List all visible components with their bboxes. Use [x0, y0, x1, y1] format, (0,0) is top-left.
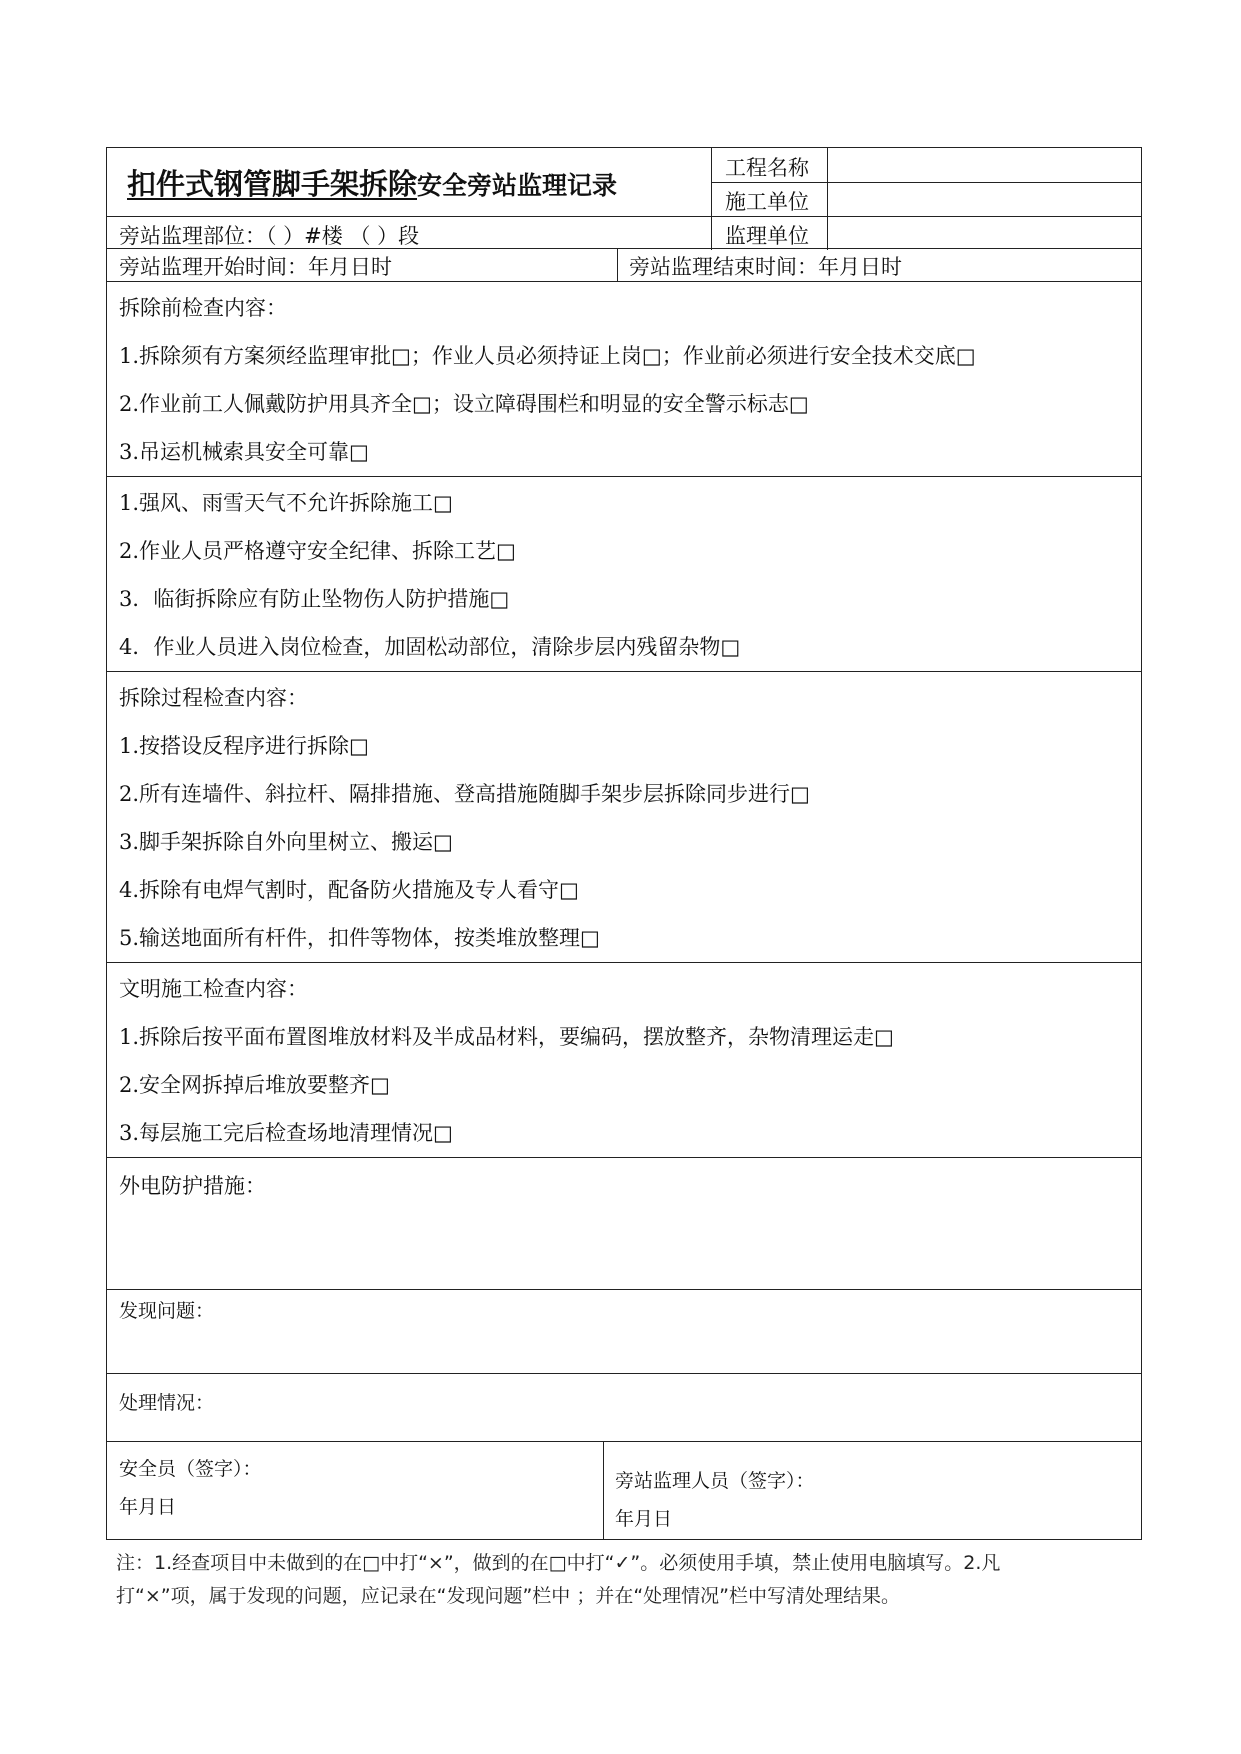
footnote-line: 打“×”项，属于发现的问题，应记录在“发现问题”栏中 ；并在“处理情况”栏中写清处理结果。	[116, 1585, 901, 1607]
safety-officer-date[interactable]: 年月日	[119, 1496, 177, 1518]
general-section	[106, 477, 1142, 672]
list-item[interactable]: 2.作业前工人佩戴防护用具齐全□；设立障碍围栏和明显的安全警示标志□	[119, 392, 809, 416]
divider	[711, 148, 712, 250]
list-item[interactable]: 3.脚手架拆除自外向里树立、搬运□	[119, 830, 453, 854]
footnote-line: 注：1.经查项目中未做到的在□中打“×”，做到的在□中打“✓”。必须使用手填，禁止使用电脑填写。2.凡	[116, 1552, 1001, 1574]
header-block	[106, 147, 1142, 249]
list-item[interactable]: 3．临街拆除应有防止坠物伤人防护措施□	[119, 587, 510, 611]
supervision-record-form	[106, 147, 1142, 1540]
process-check-heading: 拆除过程检查内容：	[119, 686, 308, 710]
problems-label: 发现问题：	[119, 1300, 215, 1322]
project-name-label: 工程名称	[725, 156, 809, 180]
construction-unit-value[interactable]	[829, 183, 1141, 216]
list-item[interactable]: 4．作业人员进入岗位检查，加固松动部位，清除步层内残留杂物□	[119, 635, 741, 659]
supervisor-date[interactable]: 年月日	[615, 1508, 673, 1530]
time-row	[106, 249, 1142, 282]
list-item[interactable]: 1.按搭设反程序进行拆除□	[119, 734, 369, 758]
list-item[interactable]: 2.所有连墙件、斜拉杆、隔排措施、登高措施随脚手架步层拆除同步进行□	[119, 782, 810, 806]
list-item[interactable]: 5.输送地面所有杆件，扣件等物体，按类堆放整理□	[119, 926, 600, 950]
form-title-main: 扣件式钢管脚手架拆除	[127, 167, 418, 201]
external-power-label: 外电防护措施：	[119, 1174, 266, 1198]
list-item[interactable]: 1.拆除须有方案须经监理审批□；作业人员必须持证上岗□；作业前必须进行安全技术交底□	[119, 344, 976, 368]
external-power-section[interactable]	[106, 1158, 1142, 1290]
list-item[interactable]: 1.拆除后按平面布置图堆放材料及半成品材料，要编码，摆放整齐，杂物清理运走□	[119, 1025, 894, 1049]
footnote	[116, 1547, 1136, 1613]
construction-unit-label: 施工单位	[725, 190, 809, 214]
list-item[interactable]: 3.每层施工完后检查场地清理情况□	[119, 1121, 453, 1145]
location-label: 旁站监理部位：（ ）#楼 （ ）段	[119, 224, 420, 248]
supervision-unit-value[interactable]	[829, 217, 1141, 250]
list-item[interactable]: 2.安全网拆掉后堆放要整齐□	[119, 1073, 390, 1097]
civil-check-heading: 文明施工检查内容：	[119, 977, 308, 1001]
supervisor-signature[interactable]: 旁站监理人员（签字）：	[615, 1470, 815, 1492]
signature-row	[106, 1442, 1142, 1540]
start-time[interactable]: 旁站监理开始时间：年月日时	[119, 255, 392, 279]
pre-check-heading: 拆除前检查内容：	[119, 296, 287, 320]
handling-label: 处理情况：	[119, 1392, 215, 1414]
list-item[interactable]: 3.吊运机械索具安全可靠□	[119, 440, 369, 464]
process-check-section	[106, 672, 1142, 963]
divider	[603, 1442, 604, 1540]
list-item[interactable]: 2.作业人员严格遵守安全纪律、拆除工艺□	[119, 539, 516, 563]
problems-section[interactable]	[106, 1290, 1142, 1374]
pre-check-section	[106, 282, 1142, 477]
supervision-unit-label: 监理单位	[725, 224, 809, 248]
safety-officer-signature[interactable]: 安全员（签字）：	[119, 1458, 262, 1480]
form-title	[127, 162, 617, 203]
handling-section[interactable]	[106, 1374, 1142, 1442]
list-item[interactable]: 1.强风、雨雪天气不允许拆除施工□	[119, 491, 453, 515]
divider	[617, 249, 618, 282]
divider	[827, 148, 828, 250]
form-title-sub: 安全旁站监理记录	[417, 171, 618, 200]
civil-check-section	[106, 963, 1142, 1158]
end-time[interactable]: 旁站监理结束时间：年月日时	[629, 255, 902, 279]
project-name-value[interactable]	[829, 148, 1141, 182]
list-item[interactable]: 4.拆除有电焊气割时，配备防火措施及专人看守□	[119, 878, 579, 902]
